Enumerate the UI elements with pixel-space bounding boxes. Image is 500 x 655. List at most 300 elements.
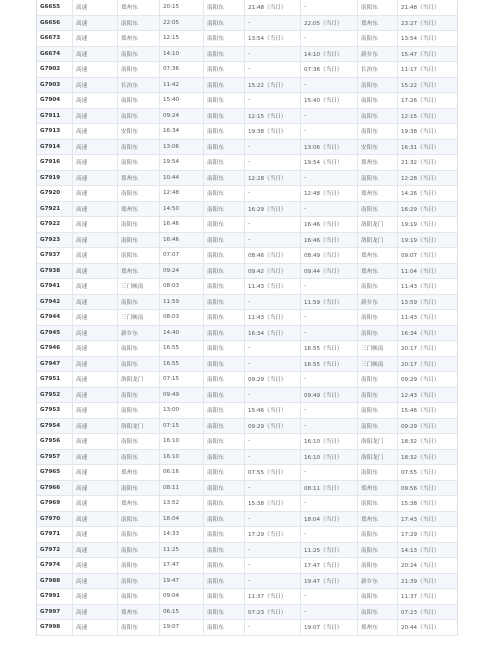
departure-time: 22:05 bbox=[160, 16, 204, 31]
table-row[interactable] bbox=[37, 558, 457, 574]
terminal-arrival-time: 23:27（当日） bbox=[401, 20, 440, 27]
train-type: 高速 bbox=[73, 217, 118, 232]
terminal-arrival-time: 21:32（当日） bbox=[401, 160, 440, 167]
terminal-station: 南阳东 bbox=[358, 419, 398, 434]
table-row[interactable] bbox=[37, 16, 457, 32]
terminal-arrival-time: 16:29（当日） bbox=[401, 206, 440, 213]
terminal-arrival-time: 07:55（当日） bbox=[401, 470, 440, 477]
departure-time: 16:46 bbox=[160, 217, 204, 232]
train-number-link[interactable]: G7969 bbox=[37, 496, 73, 511]
origin-station: 郑州东 bbox=[118, 0, 160, 15]
train-number-link[interactable]: G7916 bbox=[37, 155, 73, 170]
station-departure-time: 16:46（当日） bbox=[301, 233, 358, 248]
table-row[interactable] bbox=[37, 574, 457, 590]
terminal-arrival-time: 13:54（当日） bbox=[401, 36, 440, 43]
terminal-station: 新乡东 bbox=[358, 574, 398, 589]
origin-station: 南阳东 bbox=[118, 620, 160, 635]
table-row[interactable] bbox=[37, 465, 457, 481]
terminal-arrival-time: 12:28（当日） bbox=[401, 175, 440, 182]
table-row[interactable] bbox=[37, 450, 457, 466]
terminal-station: 南阳东 bbox=[358, 202, 398, 217]
train-number-link[interactable]: G7921 bbox=[37, 202, 73, 217]
train-number-link[interactable]: G7914 bbox=[37, 140, 73, 155]
table-row[interactable] bbox=[37, 109, 457, 125]
station-departure-time: 09:44（当日） bbox=[301, 264, 358, 279]
origin-station: 南阳东 bbox=[118, 403, 160, 418]
terminal-arrival-time: 14:13（当日） bbox=[401, 547, 440, 554]
terminal-arrival-time: 11:17（当日） bbox=[401, 67, 440, 74]
query-station: 南阳东 bbox=[204, 450, 245, 465]
departure-time: 13:06 bbox=[160, 140, 204, 155]
terminal-station: 南阳东 bbox=[358, 605, 398, 620]
query-station: 南阳东 bbox=[204, 326, 245, 341]
departure-time: 09:04 bbox=[160, 589, 204, 604]
station-departure-time: 16:55（当日） bbox=[301, 357, 358, 372]
origin-station: 南阳东 bbox=[118, 47, 160, 62]
departure-time: 09:24 bbox=[160, 109, 204, 124]
query-station: 南阳东 bbox=[204, 78, 245, 93]
train-number-link[interactable]: G7920 bbox=[37, 186, 73, 201]
station-departure-time: 11:25（当日） bbox=[301, 543, 358, 558]
train-type: 高速 bbox=[73, 589, 118, 604]
train-number-link[interactable]: G7947 bbox=[37, 357, 73, 372]
departure-time: 14:33 bbox=[160, 527, 204, 542]
arrival-time: - bbox=[245, 140, 301, 155]
terminal-station: 南阳东 bbox=[358, 527, 398, 542]
arrival-time: - bbox=[245, 155, 301, 170]
table-row[interactable] bbox=[37, 543, 457, 559]
terminal-station: 南阳东 bbox=[358, 171, 398, 186]
terminal-arrival-time: 15:38（当日） bbox=[401, 501, 440, 508]
terminal-station: 南阳东 bbox=[358, 109, 398, 124]
query-station: 南阳东 bbox=[204, 372, 245, 387]
train-number-link[interactable]: G7997 bbox=[37, 605, 73, 620]
arrival-time: 11:43（当日） bbox=[245, 310, 301, 325]
station-departure-time: 16:55（当日） bbox=[301, 341, 358, 356]
terminal-station: 南阳东 bbox=[358, 326, 398, 341]
table-row[interactable] bbox=[37, 341, 457, 357]
arrival-time: 09:29（当日） bbox=[245, 372, 301, 387]
terminal-station: 南阳东 bbox=[358, 93, 398, 108]
train-number-link[interactable]: G7966 bbox=[37, 481, 73, 496]
table-row[interactable] bbox=[37, 124, 457, 140]
table-row[interactable] bbox=[37, 295, 457, 311]
station-departure-time: - bbox=[301, 465, 358, 480]
train-number-link[interactable]: G7970 bbox=[37, 512, 73, 527]
station-departure-time: 14:10（当日） bbox=[301, 47, 358, 62]
station-departure-time: 22:05（当日） bbox=[301, 16, 358, 31]
query-station: 南阳东 bbox=[204, 140, 245, 155]
origin-station: 三门峡南 bbox=[118, 310, 160, 325]
train-number-link[interactable]: G7904 bbox=[37, 93, 73, 108]
station-departure-time: 16:10（当日） bbox=[301, 450, 358, 465]
query-station: 南阳东 bbox=[204, 465, 245, 480]
query-station: 南阳东 bbox=[204, 124, 245, 139]
train-type: 高速 bbox=[73, 465, 118, 480]
table-row[interactable] bbox=[37, 403, 457, 419]
query-station: 南阳东 bbox=[204, 279, 245, 294]
train-type: 高速 bbox=[73, 527, 118, 542]
origin-station: 三门峡南 bbox=[118, 279, 160, 294]
train-type: 高速 bbox=[73, 140, 118, 155]
train-schedule-table bbox=[36, 0, 458, 636]
table-row[interactable] bbox=[37, 217, 457, 233]
departure-time: 16:34 bbox=[160, 124, 204, 139]
station-departure-time: 19:07（当日） bbox=[301, 620, 358, 635]
terminal-station: 郑州东 bbox=[358, 481, 398, 496]
query-station: 南阳东 bbox=[204, 574, 245, 589]
origin-station: 南阳东 bbox=[118, 558, 160, 573]
terminal-arrival-time: 09:56（当日） bbox=[401, 485, 440, 492]
query-station: 南阳东 bbox=[204, 388, 245, 403]
arrival-time: 13:54（当日） bbox=[245, 31, 301, 46]
train-type: 高速 bbox=[73, 605, 118, 620]
station-departure-time: 08:49（当日） bbox=[301, 248, 358, 263]
train-number-link[interactable]: G7944 bbox=[37, 310, 73, 325]
table-row[interactable] bbox=[37, 186, 457, 202]
terminal-arrival-time: 20:44（当日） bbox=[401, 625, 440, 632]
train-number-link[interactable]: G7974 bbox=[37, 558, 73, 573]
terminal-station: 南阳东 bbox=[358, 465, 398, 480]
station-departure-time: - bbox=[301, 326, 358, 341]
station-departure-time: 19:47（当日） bbox=[301, 574, 358, 589]
train-number-link[interactable]: G7937 bbox=[37, 248, 73, 263]
departure-time: 16:10 bbox=[160, 450, 204, 465]
terminal-station: 郑州东 bbox=[358, 155, 398, 170]
terminal-arrival-time: 19:19（当日） bbox=[401, 237, 440, 244]
terminal-station: 南阳东 bbox=[358, 0, 398, 15]
terminal-arrival-time: 14:26（当日） bbox=[401, 191, 440, 198]
train-type: 高速 bbox=[73, 109, 118, 124]
station-departure-time: - bbox=[301, 0, 358, 15]
query-station: 南阳东 bbox=[204, 341, 245, 356]
origin-station: 南阳东 bbox=[118, 574, 160, 589]
departure-time: 16:10 bbox=[160, 434, 204, 449]
station-departure-time: - bbox=[301, 171, 358, 186]
arrival-time: 17:29（当日） bbox=[245, 527, 301, 542]
table-row[interactable] bbox=[37, 496, 457, 512]
table-row[interactable] bbox=[37, 419, 457, 435]
terminal-station: 郑州东 bbox=[358, 16, 398, 31]
train-number-link[interactable]: G7971 bbox=[37, 527, 73, 542]
train-type: 高速 bbox=[73, 372, 118, 387]
table-row[interactable] bbox=[37, 31, 457, 47]
train-number-link[interactable]: G7998 bbox=[37, 620, 73, 635]
departure-time: 07:15 bbox=[160, 419, 204, 434]
train-number-link[interactable]: G7922 bbox=[37, 217, 73, 232]
terminal-arrival-time: 12:43（当日） bbox=[401, 392, 440, 399]
table-row[interactable] bbox=[37, 233, 457, 249]
origin-station: 南阳东 bbox=[118, 248, 160, 263]
terminal-arrival-time: 15:22（当日） bbox=[401, 82, 440, 89]
terminal-arrival-time: 12:15（当日） bbox=[401, 113, 440, 120]
train-type: 高速 bbox=[73, 543, 118, 558]
query-station: 南阳东 bbox=[204, 109, 245, 124]
train-number-link[interactable]: G7951 bbox=[37, 372, 73, 387]
query-station: 南阳东 bbox=[204, 264, 245, 279]
train-type: 高速 bbox=[73, 403, 118, 418]
train-type: 高速 bbox=[73, 62, 118, 77]
origin-station: 南阳东 bbox=[118, 512, 160, 527]
terminal-station: 南阳东 bbox=[358, 124, 398, 139]
origin-station: 南阳东 bbox=[118, 543, 160, 558]
terminal-station: 南阳东 bbox=[358, 543, 398, 558]
arrival-time: - bbox=[245, 574, 301, 589]
station-departure-time: 17:47（当日） bbox=[301, 558, 358, 573]
arrival-time: 11:43（当日） bbox=[245, 279, 301, 294]
train-type: 高速 bbox=[73, 388, 118, 403]
train-type: 高速 bbox=[73, 419, 118, 434]
arrival-time: 16:29（当日） bbox=[245, 202, 301, 217]
station-departure-time: - bbox=[301, 202, 358, 217]
terminal-arrival-time: 17:43（当日） bbox=[401, 516, 440, 523]
query-station: 南阳东 bbox=[204, 248, 245, 263]
train-type: 高速 bbox=[73, 248, 118, 263]
arrival-time: - bbox=[245, 620, 301, 635]
departure-time: 11:59 bbox=[160, 295, 204, 310]
query-station: 南阳东 bbox=[204, 589, 245, 604]
query-station: 南阳东 bbox=[204, 620, 245, 635]
origin-station: 长治东 bbox=[118, 78, 160, 93]
station-departure-time: - bbox=[301, 419, 358, 434]
terminal-arrival-time: 17:26（当日） bbox=[401, 98, 440, 105]
departure-time: 19:47 bbox=[160, 574, 204, 589]
departure-time: 10:44 bbox=[160, 171, 204, 186]
departure-time: 11:42 bbox=[160, 78, 204, 93]
train-type: 高速 bbox=[73, 16, 118, 31]
station-departure-time: - bbox=[301, 527, 358, 542]
terminal-station: 南阳东 bbox=[358, 372, 398, 387]
station-departure-time: - bbox=[301, 31, 358, 46]
query-station: 南阳东 bbox=[204, 47, 245, 62]
train-type: 高速 bbox=[73, 47, 118, 62]
station-departure-time: 16:46（当日） bbox=[301, 217, 358, 232]
train-number-link[interactable]: G7991 bbox=[37, 589, 73, 604]
train-number-link[interactable]: G7946 bbox=[37, 341, 73, 356]
departure-time: 07:36 bbox=[160, 62, 204, 77]
table-row[interactable] bbox=[37, 78, 457, 94]
origin-station: 郑州东 bbox=[118, 171, 160, 186]
arrival-time: - bbox=[245, 217, 301, 232]
table-row[interactable] bbox=[37, 155, 457, 171]
train-number-link[interactable]: G7952 bbox=[37, 388, 73, 403]
train-number-link[interactable]: G7902 bbox=[37, 62, 73, 77]
terminal-arrival-time: 11:43（当日） bbox=[401, 315, 440, 322]
train-type: 高速 bbox=[73, 326, 118, 341]
origin-station: 洛阳龙门 bbox=[118, 419, 160, 434]
query-station: 南阳东 bbox=[204, 233, 245, 248]
origin-station: 郑州东 bbox=[118, 605, 160, 620]
arrival-time: 15:46（当日） bbox=[245, 403, 301, 418]
train-number-link[interactable]: G7941 bbox=[37, 279, 73, 294]
terminal-arrival-time: 11:43（当日） bbox=[401, 284, 440, 291]
station-departure-time: 13:06（当日） bbox=[301, 140, 358, 155]
train-type: 高速 bbox=[73, 155, 118, 170]
arrival-time: - bbox=[245, 93, 301, 108]
terminal-station: 郑州东 bbox=[358, 248, 398, 263]
station-departure-time: - bbox=[301, 310, 358, 325]
terminal-station: 南阳东 bbox=[358, 310, 398, 325]
train-type: 高速 bbox=[73, 574, 118, 589]
terminal-arrival-time: 16:31（当日） bbox=[401, 144, 440, 151]
departure-time: 08:03 bbox=[160, 279, 204, 294]
departure-time: 06:15 bbox=[160, 605, 204, 620]
train-type: 高速 bbox=[73, 0, 118, 15]
table-row[interactable] bbox=[37, 357, 457, 373]
arrival-time: - bbox=[245, 186, 301, 201]
train-type: 高速 bbox=[73, 171, 118, 186]
train-number-link[interactable]: G7954 bbox=[37, 419, 73, 434]
station-departure-time: 11:59（当日） bbox=[301, 295, 358, 310]
train-number-link[interactable]: G6673 bbox=[37, 31, 73, 46]
train-type: 高速 bbox=[73, 186, 118, 201]
arrival-time: 15:38（当日） bbox=[245, 496, 301, 511]
query-station: 南阳东 bbox=[204, 558, 245, 573]
origin-station: 南阳东 bbox=[118, 93, 160, 108]
station-departure-time: - bbox=[301, 124, 358, 139]
terminal-arrival-time: 15:47（当日） bbox=[401, 51, 440, 58]
train-number-link[interactable]: G7956 bbox=[37, 434, 73, 449]
table-row[interactable] bbox=[37, 0, 457, 16]
train-number-link[interactable]: G7913 bbox=[37, 124, 73, 139]
departure-time: 14:40 bbox=[160, 326, 204, 341]
table-row[interactable] bbox=[37, 388, 457, 404]
query-station: 南阳东 bbox=[204, 295, 245, 310]
train-type: 高速 bbox=[73, 341, 118, 356]
train-number-link[interactable]: G6656 bbox=[37, 16, 73, 31]
train-number-link[interactable]: G7965 bbox=[37, 465, 73, 480]
query-station: 南阳东 bbox=[204, 93, 245, 108]
terminal-arrival-time: 19:19（当日） bbox=[401, 222, 440, 229]
table-row[interactable] bbox=[37, 47, 457, 63]
table-row[interactable] bbox=[37, 62, 457, 78]
station-departure-time: - bbox=[301, 279, 358, 294]
table-row[interactable] bbox=[37, 171, 457, 187]
departure-time: 07:07 bbox=[160, 248, 204, 263]
origin-station: 新乡东 bbox=[118, 326, 160, 341]
arrival-time: 09:29（当日） bbox=[245, 419, 301, 434]
query-station: 南阳东 bbox=[204, 512, 245, 527]
table-row[interactable] bbox=[37, 605, 457, 621]
terminal-arrival-time: 13:59（当日） bbox=[401, 299, 440, 306]
station-departure-time: - bbox=[301, 496, 358, 511]
table-row[interactable] bbox=[37, 326, 457, 342]
terminal-station: 郑州东 bbox=[358, 620, 398, 635]
query-station: 南阳东 bbox=[204, 0, 245, 15]
query-station: 南阳东 bbox=[204, 310, 245, 325]
terminal-station: 洛阳龙门 bbox=[358, 217, 398, 232]
departure-time: 11:25 bbox=[160, 543, 204, 558]
query-station: 南阳东 bbox=[204, 419, 245, 434]
origin-station: 郑州东 bbox=[118, 264, 160, 279]
arrival-time: - bbox=[245, 558, 301, 573]
origin-station: 郑州东 bbox=[118, 465, 160, 480]
table-row[interactable] bbox=[37, 372, 457, 388]
terminal-arrival-time: 09:07（当日） bbox=[401, 253, 440, 260]
table-row[interactable] bbox=[37, 434, 457, 450]
arrival-time: 16:34（当日） bbox=[245, 326, 301, 341]
departure-time: 19:54 bbox=[160, 155, 204, 170]
train-type: 高速 bbox=[73, 93, 118, 108]
station-departure-time: - bbox=[301, 78, 358, 93]
train-type: 高速 bbox=[73, 481, 118, 496]
terminal-arrival-time: 21:48（当日） bbox=[401, 5, 440, 12]
query-station: 南阳东 bbox=[204, 403, 245, 418]
table-row[interactable] bbox=[37, 620, 457, 636]
arrival-time: - bbox=[245, 341, 301, 356]
train-number-link[interactable]: G7919 bbox=[37, 171, 73, 186]
train-type: 高速 bbox=[73, 357, 118, 372]
table-row[interactable] bbox=[37, 93, 457, 109]
table-row[interactable] bbox=[37, 140, 457, 156]
train-type: 高速 bbox=[73, 233, 118, 248]
query-station: 南阳东 bbox=[204, 481, 245, 496]
table-row[interactable] bbox=[37, 264, 457, 280]
table-row[interactable] bbox=[37, 481, 457, 497]
station-departure-time: - bbox=[301, 589, 358, 604]
query-station: 南阳东 bbox=[204, 155, 245, 170]
table-row[interactable] bbox=[37, 202, 457, 218]
train-number-link[interactable]: G6655 bbox=[37, 0, 73, 15]
table-row[interactable] bbox=[37, 512, 457, 528]
train-number-link[interactable]: G7938 bbox=[37, 264, 73, 279]
query-station: 南阳东 bbox=[204, 527, 245, 542]
terminal-station: 洛阳龙门 bbox=[358, 434, 398, 449]
station-departure-time: 16:10（当日） bbox=[301, 434, 358, 449]
table-row[interactable] bbox=[37, 279, 457, 295]
train-number-link[interactable]: G7953 bbox=[37, 403, 73, 418]
terminal-arrival-time: 18:32（当日） bbox=[401, 454, 440, 461]
terminal-station: 新乡东 bbox=[358, 47, 398, 62]
departure-time: 14:50 bbox=[160, 202, 204, 217]
query-station: 南阳东 bbox=[204, 496, 245, 511]
arrival-time: - bbox=[245, 47, 301, 62]
arrival-time: 19:38（当日） bbox=[245, 124, 301, 139]
train-number-link[interactable]: G7972 bbox=[37, 543, 73, 558]
train-number-link[interactable]: G7903 bbox=[37, 78, 73, 93]
train-number-link[interactable]: G7923 bbox=[37, 233, 73, 248]
train-number-link[interactable]: G7988 bbox=[37, 574, 73, 589]
train-type: 高速 bbox=[73, 295, 118, 310]
terminal-station: 南阳东 bbox=[358, 388, 398, 403]
table-row[interactable] bbox=[37, 248, 457, 264]
arrival-time: 11:37（当日） bbox=[245, 589, 301, 604]
arrival-time: - bbox=[245, 388, 301, 403]
terminal-arrival-time: 18:32（当日） bbox=[401, 439, 440, 446]
query-station: 南阳东 bbox=[204, 434, 245, 449]
arrival-time: - bbox=[245, 543, 301, 558]
table-row[interactable] bbox=[37, 589, 457, 605]
train-number-link[interactable]: G7911 bbox=[37, 109, 73, 124]
terminal-station: 南阳东 bbox=[358, 589, 398, 604]
terminal-arrival-time: 21:39（当日） bbox=[401, 578, 440, 585]
train-number-link[interactable]: G7957 bbox=[37, 450, 73, 465]
terminal-station: 新乡东 bbox=[358, 295, 398, 310]
table-row[interactable] bbox=[37, 527, 457, 543]
origin-station: 洛阳龙门 bbox=[118, 372, 160, 387]
train-number-link[interactable]: G6674 bbox=[37, 47, 73, 62]
train-type: 高速 bbox=[73, 450, 118, 465]
train-number-link[interactable]: G7945 bbox=[37, 326, 73, 341]
train-number-link[interactable]: G7942 bbox=[37, 295, 73, 310]
table-row[interactable] bbox=[37, 310, 457, 326]
terminal-station: 长治东 bbox=[358, 62, 398, 77]
station-departure-time: - bbox=[301, 605, 358, 620]
terminal-arrival-time: 17:29（当日） bbox=[401, 532, 440, 539]
terminal-station: 郑州东 bbox=[358, 186, 398, 201]
departure-time: 14:10 bbox=[160, 47, 204, 62]
train-type: 高速 bbox=[73, 279, 118, 294]
